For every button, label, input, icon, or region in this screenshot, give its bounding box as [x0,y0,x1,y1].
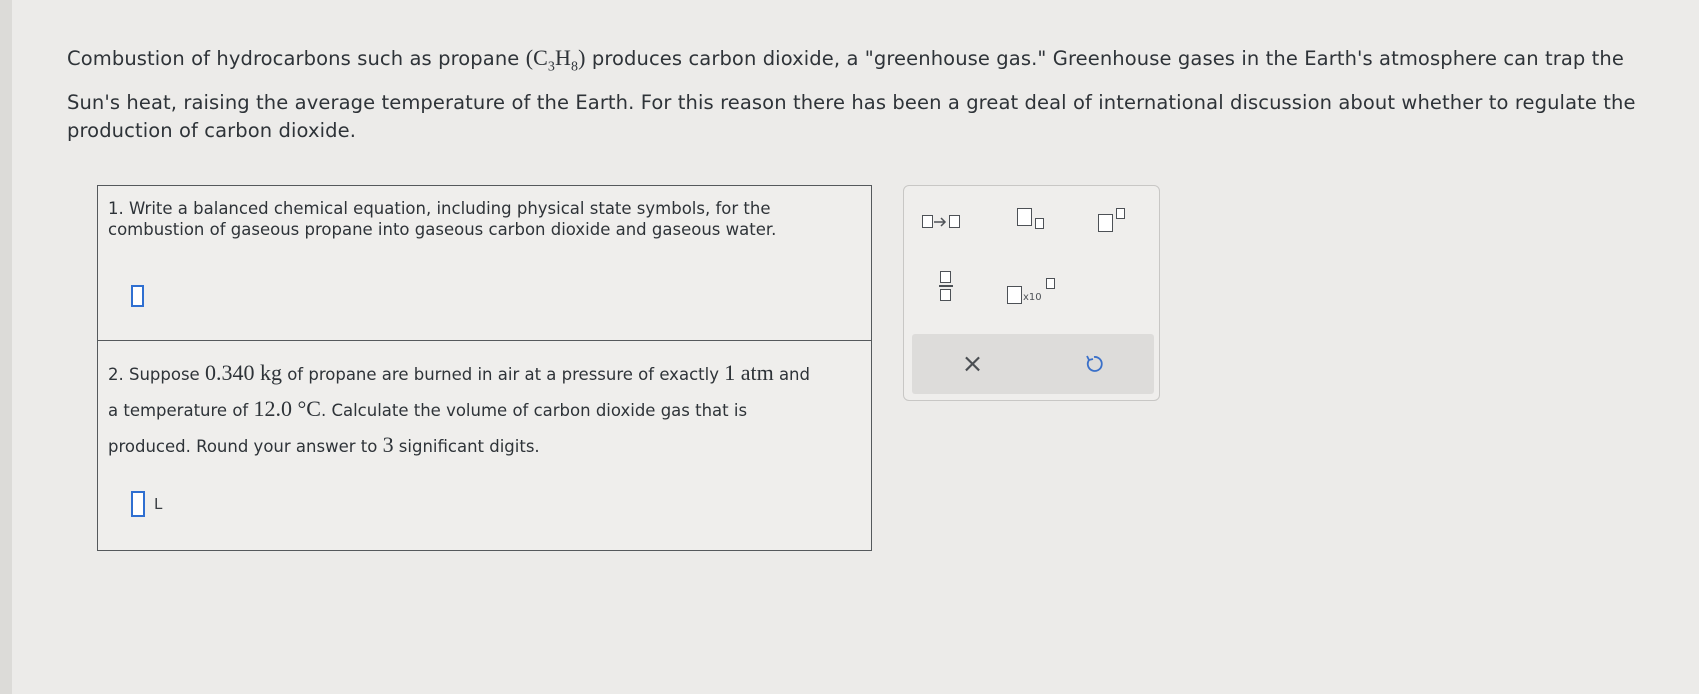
volume-unit-label: L [154,495,163,513]
toolbox-actions [912,334,1154,394]
question-1 [98,186,871,341]
volume-answer-input[interactable] [131,491,145,517]
reaction-arrow-button[interactable] [922,212,962,232]
intro-line-3: production of carbon dioxide. [67,119,357,143]
window-left-edge [0,0,12,694]
undo-icon [1084,354,1104,374]
problem-intro [67,40,1667,149]
fraction-button[interactable] [939,271,955,303]
math-toolbox [903,185,1160,401]
question-2-text: 2. Suppose 0.340 kg of propane are burned in air at a pressure of exactly 1 atm and a temperature of 12.0 °C. Calculate the volume of carbon dioxide gas that is produced. Round your answer to 3 significant digits. [108,360,810,457]
question-box [97,185,872,551]
undo-button[interactable] [1033,334,1154,394]
intro-line-1: Combustion of hydrocarbons such as propane $(C_3H_8)$ produces carbon dioxide, a "greenhouse gas." Greenhouse gases in the Earth's atmosphere can trap the [67,45,1624,75]
scientific-notation-button[interactable] [1007,278,1063,306]
intro-line-2: Sun's heat, raising the average temperature of the Earth. For this reason there has been a great deal of international discussion about whether to regulate the [67,91,1636,115]
arrow-right-icon [934,216,948,228]
equation-answer-input[interactable] [131,285,144,307]
x10-label: x10 [1023,292,1042,303]
subscript-button[interactable] [1017,208,1053,234]
clear-button[interactable] [912,334,1033,394]
superscript-button[interactable] [1098,208,1134,234]
question-1-text: 1. Write a balanced chemical equation, including physical state symbols, for the combustion of gaseous propane into gaseous carbon dioxide and gaseous water. [108,199,777,239]
close-icon: × [961,349,984,379]
